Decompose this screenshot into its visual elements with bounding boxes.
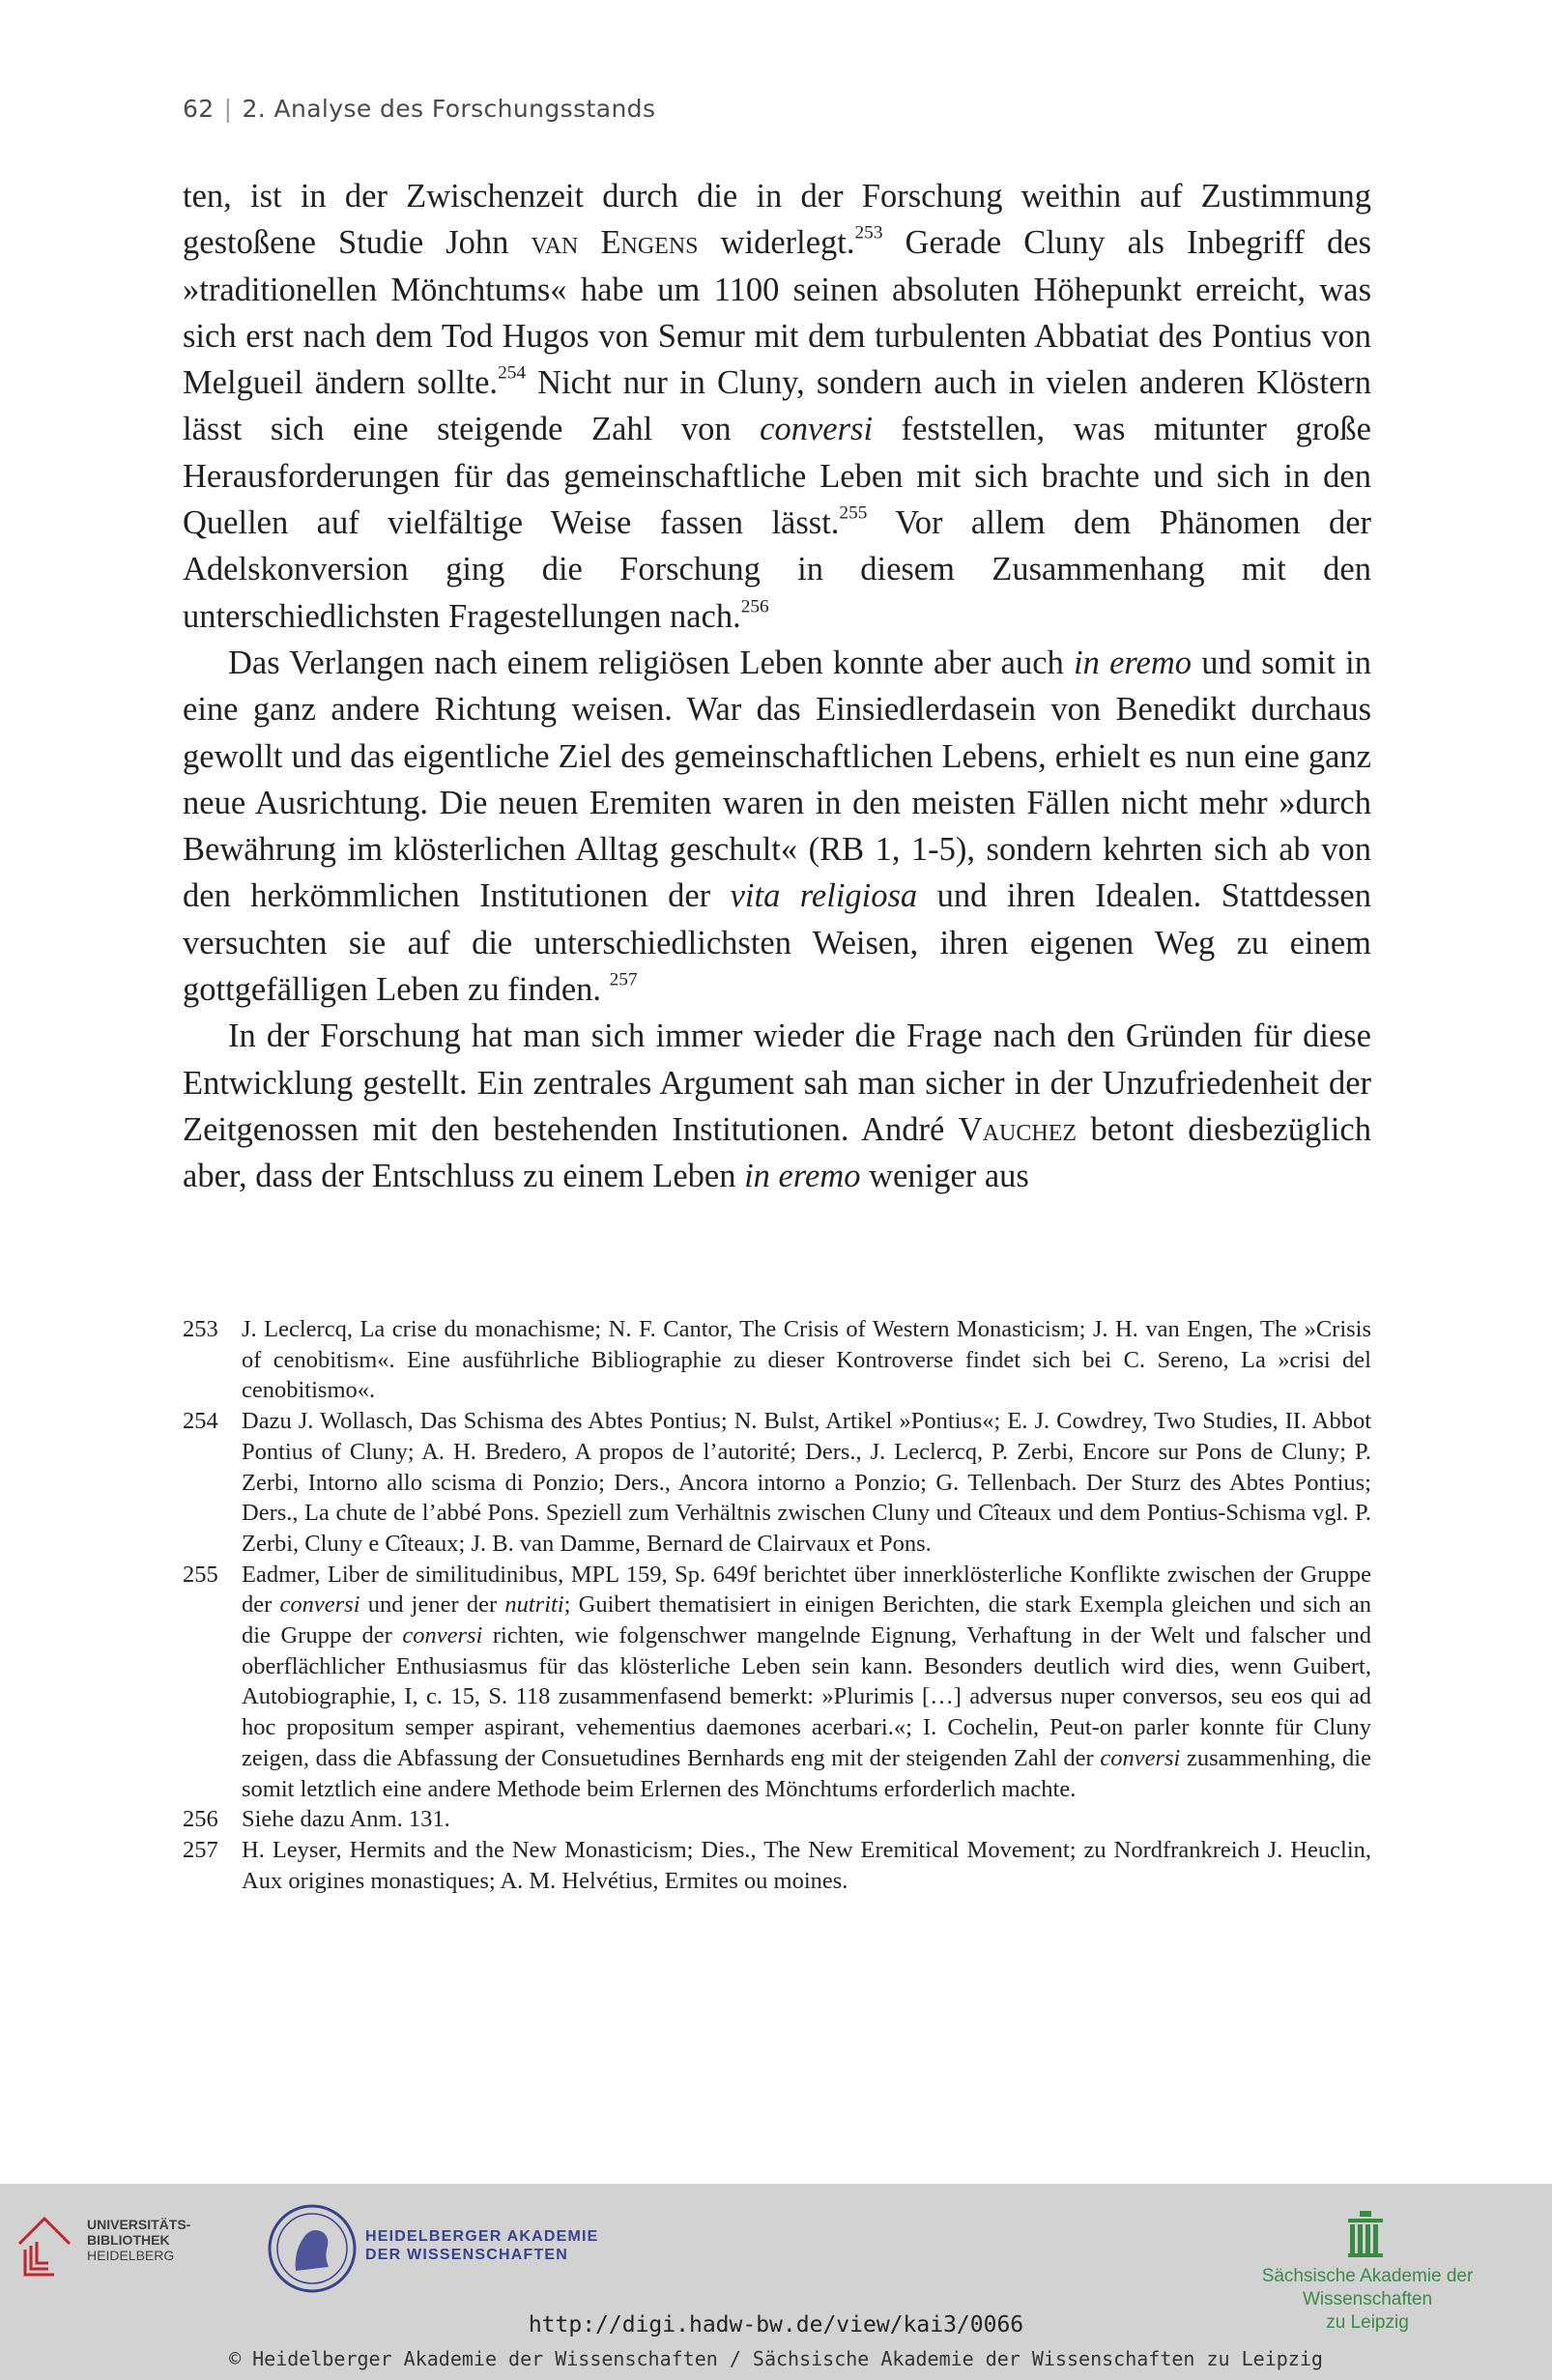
footnote-253 <box>183 1314 1371 1406</box>
footnote-256 <box>183 1804 1371 1835</box>
author-name: van Engens <box>531 224 699 262</box>
paragraph-3 <box>183 1013 1371 1199</box>
footnote-ref-256[interactable]: 256 <box>740 596 769 617</box>
latin-term: conversi <box>279 1591 360 1619</box>
footnote-number: 255 <box>183 1561 218 1588</box>
footnote-ref-254[interactable]: 254 <box>498 362 527 384</box>
footnote-number: 253 <box>183 1316 218 1342</box>
footnotes <box>183 1314 1371 1896</box>
footnote-number: 257 <box>183 1836 218 1863</box>
footnote-ref-253[interactable]: 253 <box>854 222 883 244</box>
text-run: Nicht nur in Cluny, sondern auch in vielen anderen Klöstern lässt sich eine steigende Zahl von <box>183 364 1371 448</box>
text-run: Gerade Cluny als Inbegriff des »traditionellen Mönchtums« habe um 1100 seinen absoluten Höhepunkt erreicht, was sich erst nach dem Tod Hugos von Semur mit dem turbulenten Abbatiat des Pontius von Melgueil ändern sollte. <box>183 224 1372 402</box>
heidelberg-academy-logo-text: HEIDELBERGER AKADEMIE DER WISSENSCHAFTEN <box>365 2228 599 2263</box>
running-head-separator: | <box>223 95 233 123</box>
text-run: feststellen, was mitunter große Herausforderungen für das gemeinschaftliche Leben mit sich brachte und sich in den Quellen auf vielfältige Weise fassen lässt. <box>183 411 1371 542</box>
footnote-number: 254 <box>183 1408 218 1435</box>
footnote-text <box>242 1560 1371 1805</box>
paragraph-1 <box>183 173 1371 640</box>
text-run: betont diesbezüglich aber, dass der Entschluss zu einem Leben <box>183 1110 1371 1195</box>
latin-term: in eremo <box>1074 644 1193 681</box>
university-library-logo-text: UNIVERSITÄTS- BIBLIOTHEK HEIDELBERG <box>87 2217 191 2263</box>
permalink-url[interactable]: http://digi.hadw-bw.de/view/kai3/0066 <box>528 2312 1024 2337</box>
copyright-notice: © Heidelberger Akademie der Wissenschaften / Sächsische Akademie der Wissenschaften zu Leipzig <box>229 2347 1323 2370</box>
main-text <box>183 173 1371 1200</box>
footnote-ref-257[interactable]: 257 <box>609 969 638 990</box>
text-run: widerlegt. <box>698 224 855 262</box>
footnote-254 <box>183 1406 1371 1560</box>
footnote-text: Dazu J. Wollasch, Das Schisma des Abtes Pontius; N. Bulst, Artikel »Pontius«; E. J. Cowdrey, Two Studies, II. Abbot Pontius of Cluny; A. H. Bredero, A propos de l’autorité; Ders., J. Leclercq, P. Zerbi, Encore sur Pons de Cluny; P. Zerbi, Intorno allo scisma di Ponzio; Ders., Ancora intorno a Ponzio; G. Tellenbach. Der Sturz des Abtes Pontius; Ders., La chute de l’abbé Pons. Speziell zum Verhältnis zwischen Cluny und Cîteaux und dem Pontius-Schisma vgl. P. Zerbi, Cluny e Cîteaux; J. B. van Damme, Bernard de Clairvaux et Pons. <box>242 1408 1371 1557</box>
footnote-text: J. Leclercq, La crise du monachisme; N. F. Cantor, The Crisis of Western Monasticism; J. H. van Engen, The »Crisis of cenobitism«. Eine ausführliche Bibliographie zu dieser Kontroverse findet sich bei C. Sereno, La »crisi del cenobitismo«. <box>242 1316 1371 1404</box>
latin-term: nutriti <box>504 1591 564 1619</box>
academy-seal-icon[interactable] <box>267 2203 358 2294</box>
text-run: Eadmer, Liber de similitudinibus, MPL 159, Sp. 649f berichtet über innerklösterliche Konflikte zwischen der Gruppe der <box>242 1561 1371 1619</box>
footnote-255 <box>183 1560 1371 1805</box>
text-run: richten, wie folgenschwer mangelnde Eignung, Verhaftung in der Welt und falscher und oberflächlicher Enthusiasmus für das klösterliche Leben sein kann. Besonders deutlich wird dies, wenn Guibert, Autobiographie, I, c. 15, S. 118 zusammenfasend bemerkt: »Plurimis […] adversus nuper conversos, seu eos qui ad hoc propositum semper aspirant, vehementius daemones acerbari.«; I. Cochelin, Peut-on parler konnte für Cluny zeigen, dass die Abfassung der Consuetudines Bernhards eng mit der steigenden Zahl der <box>242 1622 1371 1771</box>
text-run: weniger aus <box>860 1158 1029 1195</box>
author-name: Vauchez <box>958 1110 1078 1148</box>
footnote-257 <box>183 1835 1371 1896</box>
text-run: und somit in eine ganz andere Richtung weisen. War das Einsiedlerdasein von Benedikt durchaus gewollt und das eigentliche Ziel des gemeinschaftlichen Lebens, erhielt es nun eine ganz neue Ausrichtung. Die neuen Eremiten waren in den meisten Fällen nicht mehr »durch Bewährung im klösterlichen Alltag geschult« (RB 1, 1-5), sondern kehrten sich ab von den herkömmlichen Institutionen der <box>183 644 1371 915</box>
chapter-title: 2. Analyse des Forschungsstands <box>242 95 656 123</box>
paragraph-2 <box>183 640 1371 1013</box>
footnote-text: Siehe dazu Anm. 131. <box>242 1806 450 1833</box>
text-run: und ihren Idealen. Stattdessen versuchten sie auf die unterschiedlichsten Weisen, ihren eigenen Weg zu einem gottgefälligen Leben zu finden. <box>183 877 1371 1009</box>
text-run: Vor allem dem Phänomen der Adelskonversion ging die Forschung in diesem Zusammenhang mit den unterschiedlichsten Fragestellungen nach. <box>183 504 1372 635</box>
footnote-text: H. Leyser, Hermits and the New Monasticism; Dies., The New Eremitical Movement; zu Nordfrankreich J. Heuclin, Aux origines monastiques; A. M. Helvétius, Ermites ou moines. <box>242 1836 1371 1894</box>
text-run: und jener der <box>359 1591 505 1619</box>
text-run: ; Guibert thematisiert in einigen Berichten, die stark Exempla gleichen und sich an die Gruppe der <box>242 1591 1371 1649</box>
latin-term: conversi <box>402 1622 483 1649</box>
latin-term: conversi <box>760 411 874 448</box>
text-run: ten, ist in der Zwischenzeit durch die in der Forschung weithin auf Zustimmung gestoßene Studie John <box>183 178 1371 262</box>
page-number: 62 <box>183 95 215 123</box>
latin-term: in eremo <box>744 1158 861 1195</box>
footnote-number: 256 <box>183 1806 218 1833</box>
footnote-ref-255[interactable]: 255 <box>839 502 868 524</box>
running-head <box>183 95 655 123</box>
latin-term: vita religiosa <box>730 877 918 915</box>
text-run: zusammenhing, die somit letztlich eine andere Methode beim Erlernen des Mönchtums erforderlich machte. <box>242 1744 1371 1802</box>
text-run: In der Forschung hat man sich immer wieder die Frage nach den Gründen für diese Entwicklung gestellt. Ein zentrales Argument sah man sicher in der Unzufriedenheit der Zeitgenossen mit den bestehenden Institutionen. André <box>183 1018 1371 1148</box>
digitization-footer <box>0 2184 1552 2380</box>
text-run: Das Verlangen nach einem religiösen Leben konnte aber auch <box>228 644 1075 681</box>
saxon-academy-logo-text: Sächsische Akademie der Wissenschaften zu Leipzig <box>1261 2266 1474 2333</box>
latin-term: conversi <box>1100 1744 1181 1771</box>
saxon-academy-building-icon[interactable] <box>1346 2209 1385 2259</box>
